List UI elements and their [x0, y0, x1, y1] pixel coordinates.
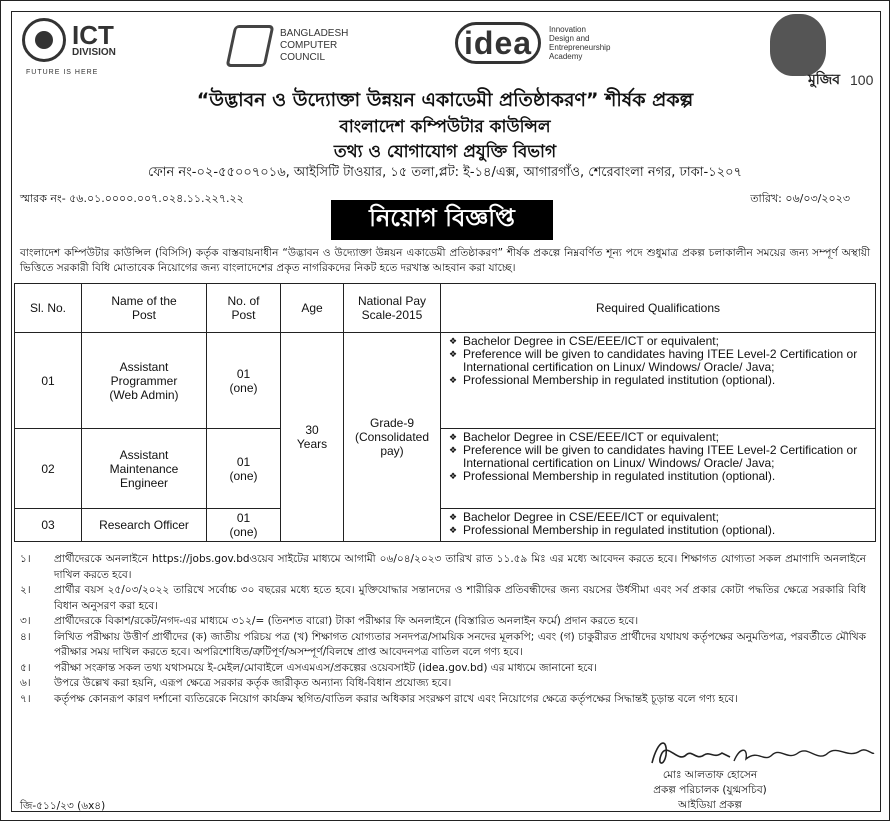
note-text: উপরে উল্লেখ করা হয়নি, এরূপ ক্ষেত্রে সরকার কর্তৃক জারীকৃত অন্যান্য বিধি-বিধান প্রযোজ্য হবে। — [54, 677, 452, 689]
list-item — [20, 630, 866, 661]
list-item: ❖ Bachelor Degree in CSE/EEE/ICT or equivalent; — [463, 511, 869, 524]
header-post — [82, 284, 207, 333]
header-post-line1: Name of the — [111, 294, 177, 308]
signatory-name: মোঃ আলতাফ হোসেন — [662, 769, 758, 781]
project-title: “উদ্ভাবন ও উদ্যোক্তা উন্নয়ন একাডেমী প্রতিষ্ঠাকরণ” শীর্ষক প্রকল্প — [196, 89, 694, 111]
row1-num-line2: (one) — [229, 380, 258, 395]
mujib-100-logo — [764, 14, 874, 94]
note-number: ৭। — [20, 692, 31, 705]
row2-num-line1: 01 — [236, 454, 251, 469]
scale-line3: pay) — [380, 444, 404, 458]
row1-post — [82, 333, 207, 429]
note-text: লিখিত পরীক্ষায় উত্তীর্ণ প্রার্থীদের (ক) জাতীয় পরিচয় পত্র (খ) শিক্ষাগত যোগ্যতার সনদপত্র/সাময়িক সনদের মূলকপি; এবং (গ) চাকুরীরত প্রার্থীদের যথাযথ কর্তৃপক্ষের অনুমতিপত্র, পরবর্তীতে মৌখিক পরীক্ষার সময় দাখিল করতে হবে। অপরিশোধিত/ত্রুটিপূর্ণ/অসম্পূর্ণ/বিলম্বে প্রাপ্ত আবেদনপত্র বাতিল বলে গণ্য হবে। — [54, 630, 866, 658]
scale-grade: Grade-9 — [369, 416, 415, 430]
signatory-project: আইডিয়া প্রকল্প — [678, 799, 742, 811]
row1-num-line1: 01 — [236, 366, 251, 381]
bcc-line3: COUNCIL — [280, 52, 326, 63]
organization-name: বাংলাদেশ কম্পিউটার কাউন্সিল — [339, 117, 551, 137]
list-item: ❖ Professional Membership in regulated institution (optional). — [463, 470, 869, 483]
row1-qualifications — [441, 333, 876, 429]
table-row — [15, 429, 876, 509]
header-num — [207, 284, 281, 333]
list-item — [20, 552, 866, 583]
header-num-line2: Post — [231, 308, 256, 322]
portrait-icon — [770, 14, 826, 76]
header-num-line1: No. of — [227, 294, 260, 308]
intro-paragraph: বাংলাদেশ কম্পিউটার কাউন্সিল (বিসিসি) কর্তৃক বাস্তবায়নাধীন “উদ্ভাবন ও উদ্যোক্তা উন্নয়ন একাডেমী প্রতিষ্ঠাকরণ” শীর্ষক প্রকল্পে নিম্নবর্ণিত শূন্য পদে শুধুমাত্র প্রকল্প চলাকালীন সময়ের জন্য সম্পূর্ণ অস্থায়ী ভিত্তিতে সরকারী বিধি মোতাবেক নিয়োগের জন্য বাংলাদেশের প্রকৃত নাগরিকদের নিকট হতে দরখাস্ত আহবান করা যাচ্ছে। — [20, 247, 870, 274]
row1-sl: 01 — [15, 333, 82, 429]
row1-post-line1: Assistant — [119, 359, 169, 374]
idea-line1: Innovation — [549, 25, 586, 34]
age-value: 30 — [305, 423, 319, 437]
bangladesh-emblem-icon — [22, 18, 66, 62]
age-cell — [281, 333, 344, 542]
idea-wordmark: idea — [455, 22, 541, 64]
row1-num — [207, 333, 281, 429]
mujib-number: 100 — [850, 72, 874, 88]
note-text: প্রার্থীর বয়স ২৫/০৩/২০২২ তারিখে সর্বোচ্চ ৩০ বছরের মধ্যে হতে হবে। মুক্তিযোদ্ধার সন্তানদের ও শারীরিক প্রতিবন্ধীদের জন্য বয়সের উর্ধসীমা এবং সর্ব প্রকার কোটা পদ্ধতির ক্ষেত্রে সরকারি বিধি বিধান অনুসরণ করা হবে। — [54, 584, 866, 612]
header-age: Age — [281, 284, 344, 333]
row3-post — [82, 509, 207, 542]
row2-post-line1: Assistant — [119, 447, 169, 462]
idea-line3: Entrepreneurship — [549, 43, 611, 52]
list-item — [20, 614, 866, 630]
row1-post-line2: Programmer — [110, 373, 178, 388]
row2-post-line3: Engineer — [119, 475, 169, 490]
list-item: ❖ Professional Membership in regulated institution (optional). — [463, 524, 869, 537]
row3-post-line1: Research Officer — [99, 518, 189, 532]
header-post-line2: Post — [131, 308, 156, 322]
row2-post-line2: Maintenance — [109, 461, 179, 476]
footer-code: জি-৫১১/২৩ (৬x৪) — [20, 800, 106, 812]
table-header-row — [15, 284, 876, 333]
bcc-logo — [230, 25, 348, 67]
header-sl: Sl. No. — [15, 284, 82, 333]
row2-post — [82, 429, 207, 509]
note-number: ৫। — [20, 661, 31, 674]
scale-cell — [344, 333, 441, 542]
division-name: তথ্য ও যোগাযোগ প্রযুক্তি বিভাগ — [333, 142, 557, 162]
list-item: ❖ Professional Membership in regulated institution (optional). — [463, 374, 869, 387]
bcc-line1: BANGLADESH — [280, 28, 349, 39]
row3-qualifications — [441, 509, 876, 542]
idea-line2: Design and — [549, 34, 590, 43]
list-item: ❖ Bachelor Degree in CSE/EEE/ICT or equivalent; — [463, 431, 869, 444]
signatory-designation: প্রকল্প পরিচালক (যুগ্মসচিব) — [653, 784, 767, 796]
ict-logo-subtitle: DIVISION — [72, 46, 116, 58]
row2-num — [207, 429, 281, 509]
header-scale — [344, 284, 441, 333]
mujib-text: মুজিব — [808, 72, 841, 88]
row2-num-line2: (one) — [229, 468, 258, 483]
list-item — [20, 583, 866, 614]
note-number: ১। — [20, 553, 31, 565]
table-row — [15, 509, 876, 542]
note-number: ৪। — [20, 630, 31, 643]
idea-logo — [455, 22, 610, 64]
list-item: ❖ Preference will be given to candidates having ITEE Level-2 Certification or International certification on Linux/ Windows/ Oracle/ Java; — [463, 348, 869, 374]
row3-num-line2: (one) — [229, 525, 258, 539]
row3-sl: 03 — [15, 509, 82, 542]
row3-num — [207, 509, 281, 542]
ict-logo-tagline: FUTURE IS HERE — [26, 69, 99, 76]
scale-line2: (Consolidated — [354, 430, 430, 444]
bcc-mark-icon — [226, 25, 275, 67]
row3-num-line1: 01 — [236, 511, 251, 525]
bcc-line2: COMPUTER — [280, 40, 338, 51]
row2-qualifications — [441, 429, 876, 509]
note-text: কর্তৃপক্ষ কোনরূপ কারণ দর্শানো ব্যতিরেকে নিয়োগ কার্যক্রম স্থগিত/বাতিল করার অধিকার সংরক্ষণ রাখে এবং নিয়োগের ক্ষেত্রে কর্তৃপক্ষের সিদ্ধান্তই চূড়ান্ত বলে গণ্য হবে। — [54, 692, 738, 705]
note-text: পরীক্ষা সংক্রান্ত সকল তথ্য যথাসময়ে ই-মেইল/মোবাইলে এসএমএস/প্রকল্পের ওয়েবসাইট (idea.gov.bd) এর মাধ্যমে জানানো হবে। — [54, 661, 598, 674]
idea-line4: Academy — [549, 52, 583, 61]
ict-division-logo — [22, 18, 116, 62]
note-text: প্রার্থীদেরকে বিকাশ/রকেট/নগদ-এর মাধ্যমে ৩১২/= (তিনশত বারো) টাকা পরীক্ষার ফি অনলাইনে (বিস্তারিত অনলাইন ফর্মে) প্রদান করতে হবে। — [54, 615, 639, 627]
address-line: ফোন নং-০২-৫৫০০৭০১৬, আইসিটি টাওয়ার, ১৫ তলা,প্লট: ই-১৪/এক্স, আগারগাঁও, শেরেবাংলা নগর, ঢাকা-১২০৭ — [148, 165, 742, 180]
list-item — [20, 692, 866, 708]
terms-list — [20, 552, 866, 707]
header-scale-line2: Scale-2015 — [361, 308, 423, 322]
recruitment-banner: নিয়োগ বিজ্ঞপ্তি — [331, 200, 553, 240]
note-number: ২। — [20, 584, 31, 596]
header-scale-line1: National Pay — [357, 294, 427, 308]
memo-number: স্মারক নং- ৫৬.০১.০০০০.০০৭.০২৪.১১.২২৭.২২ — [20, 192, 244, 205]
table-row — [15, 333, 876, 429]
note-text: প্রার্থীদেরকে অনলাইনে https://jobs.gov.bdওয়েব সাইটের মাধ্যমে আগামী ০৬/০৪/২০২৩ তারিখ রাত ১১.৫৯ মিঃ এর মধ্যে আবেদন করতে হবে। শিক্ষাগত যোগ্যতা সকল প্রমাণাদি অনলাইনে দাখিল করতে হবে। — [54, 553, 866, 581]
vacancy-table — [14, 283, 876, 542]
row1-post-line3: (Web Admin) — [109, 387, 179, 402]
list-item: ❖ Bachelor Degree in CSE/EEE/ICT or equivalent; — [463, 335, 869, 348]
list-item: ❖ Preference will be given to candidates having ITEE Level-2 Certification or International certification on Linux/ Windows/ Oracle/ Java; — [463, 444, 869, 470]
ict-logo-title: ICT — [72, 19, 114, 50]
age-unit: Years — [296, 437, 328, 451]
row2-sl: 02 — [15, 429, 82, 509]
list-item — [20, 676, 866, 692]
header-qualifications: Required Qualifications — [441, 284, 876, 333]
note-number: ৩। — [20, 615, 31, 627]
notice-date: তারিখ: ০৬/০৩/২০২৩ — [750, 192, 850, 205]
note-number: ৬। — [20, 677, 31, 689]
list-item — [20, 661, 866, 677]
